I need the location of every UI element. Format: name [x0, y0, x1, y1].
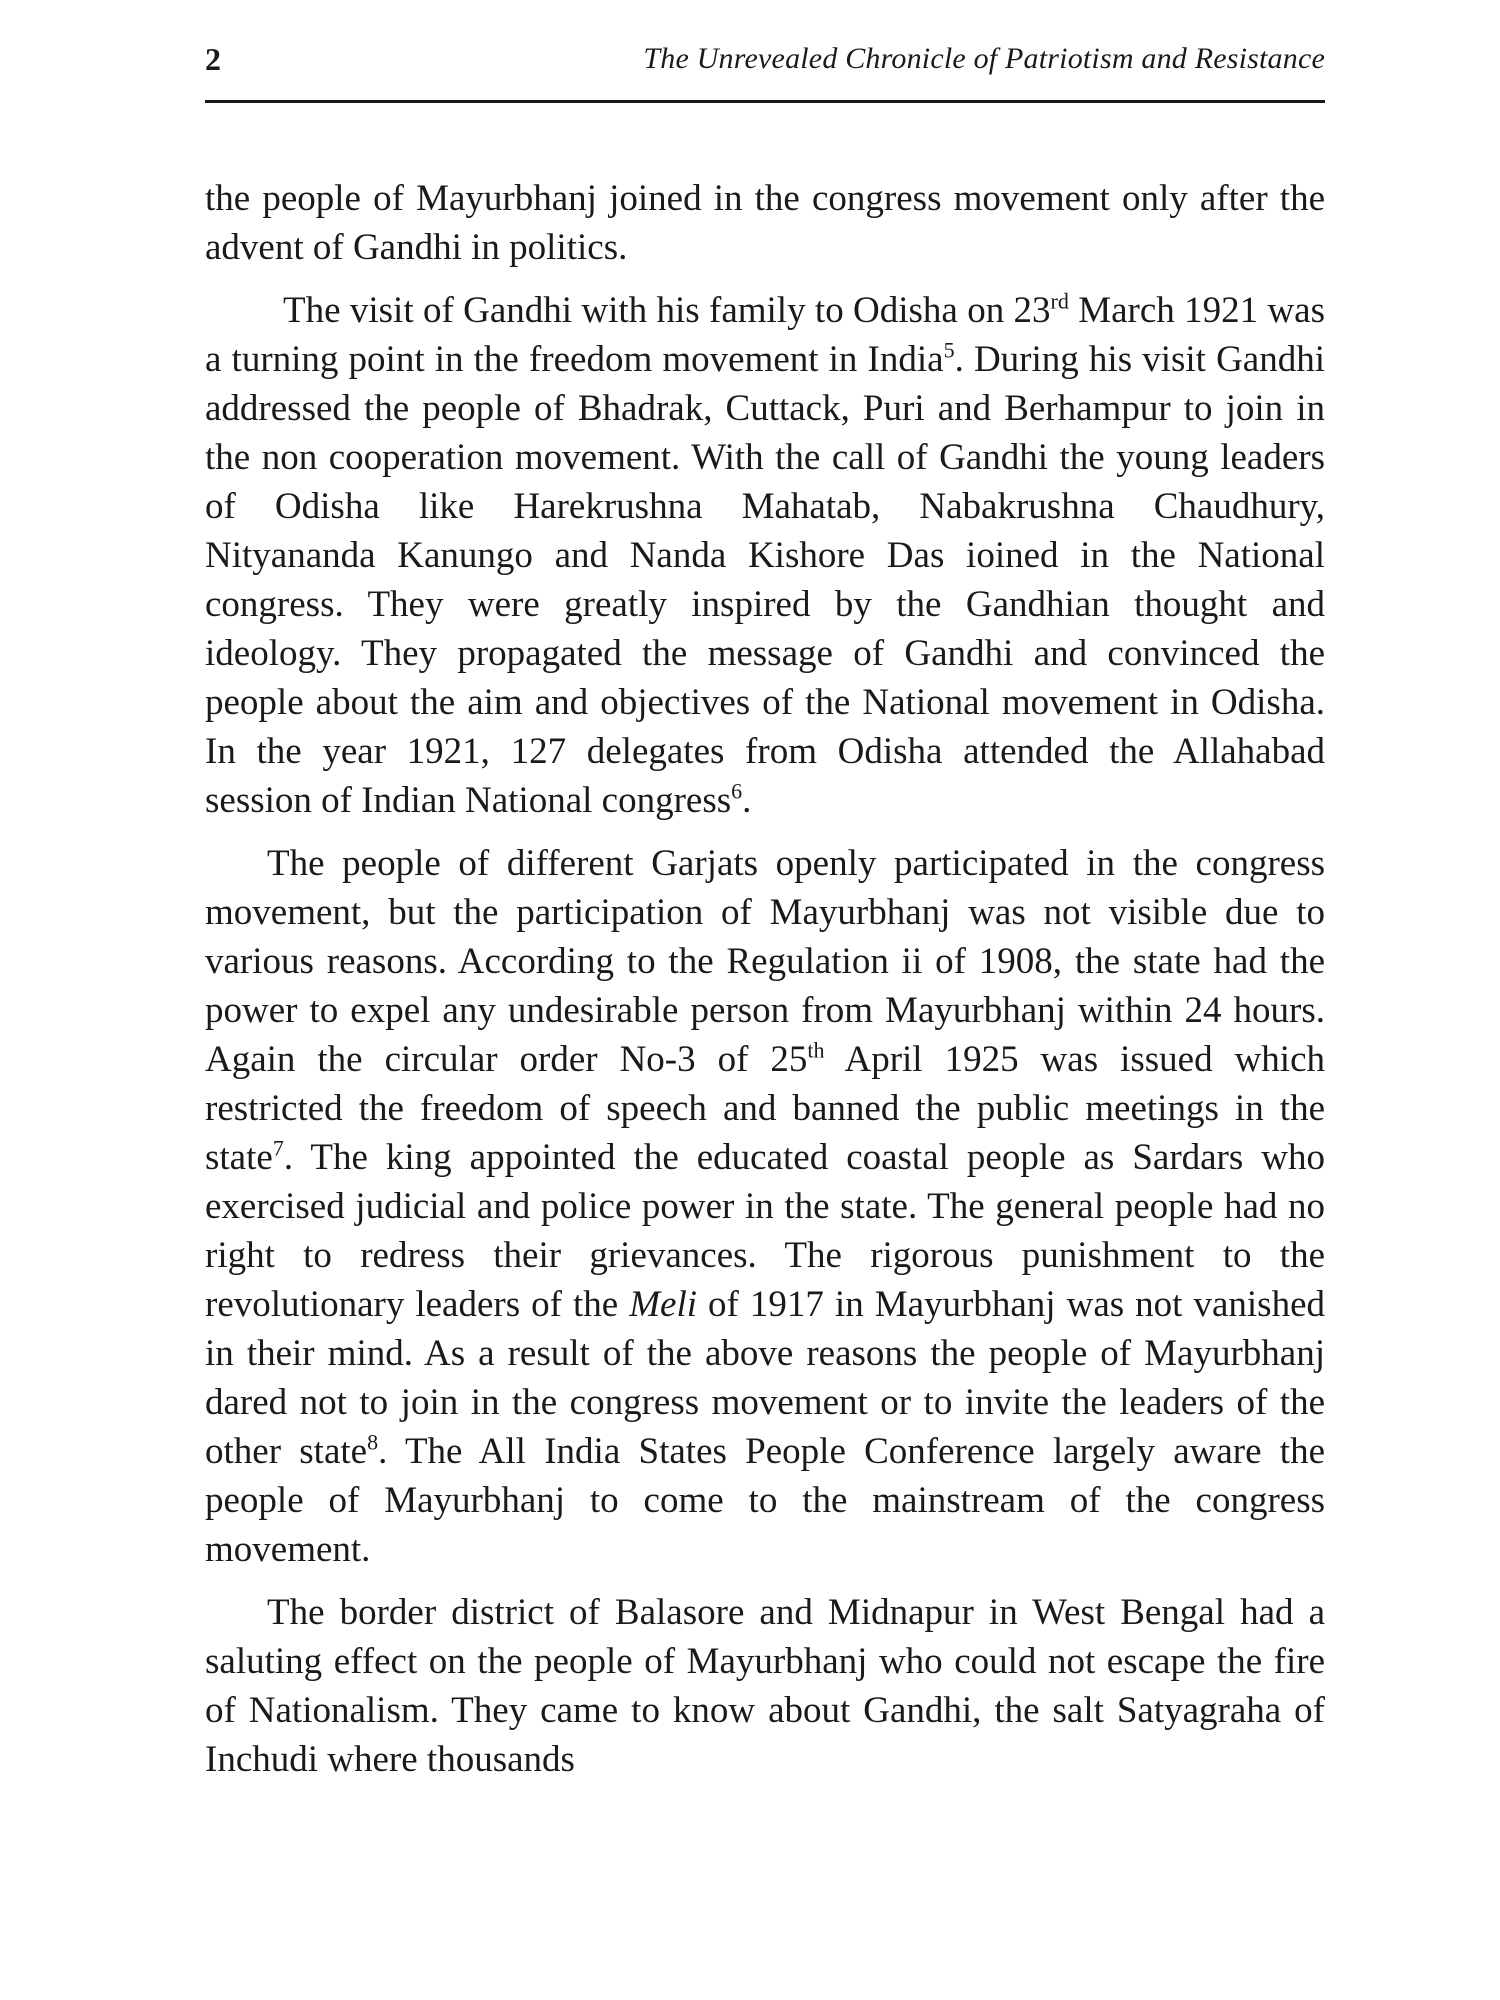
- paragraph-3-text-b: April 1925 was issued which restricted the freedom of speech and banned the public meetings in the state: [205, 1039, 1325, 1178]
- paragraph-2-text-a: The visit of Gandhi with his family to Odisha on 23: [283, 290, 1051, 331]
- header-rule: [205, 100, 1325, 103]
- paragraph-1: [205, 174, 1325, 272]
- page-number: 2: [205, 41, 221, 77]
- ordinal-suffix: th: [807, 1037, 825, 1063]
- paragraph-1-text: the people of Mayurbhanj joined in the congress movement only after the advent of Gandhi in politics.: [205, 178, 1325, 268]
- footnote-ref-8: 8: [367, 1429, 379, 1455]
- paragraph-4: [205, 1588, 1325, 1784]
- italic-term-meli: Meli: [629, 1284, 698, 1325]
- footnote-ref-6: 6: [731, 778, 743, 804]
- paragraph-3-text-c: . The king appointed the educated coastal people as Sardars who exercised judicial and police power in the state. The general people had no right to redress their grievances. The rigorous punishment to the revolutionary leaders of the: [205, 1137, 1325, 1325]
- footnote-ref-7: 7: [272, 1135, 284, 1161]
- page-header: [205, 34, 1325, 84]
- running-title: The Unrevealed Chronicle of Patriotism and Resistance: [643, 42, 1325, 75]
- paragraph-3-text-e: . The All India States People Conference largely aware the people of Mayurbhanj to come to the mainstream of the congress movement.: [205, 1431, 1325, 1570]
- paragraph-2-text-b: March 1921 was a turning point in the freedom movement in India: [205, 290, 1325, 380]
- paragraph-3-text-d: of 1917 in Mayurbhanj was not vanished in their mind. As a result of the above reasons the people of Mayurbhanj dared not to join in the congress movement or to invite the leaders of the other state: [205, 1284, 1325, 1472]
- paragraph-3: [205, 839, 1325, 1574]
- paragraph-2: [205, 286, 1325, 825]
- body-text: [205, 174, 1325, 1784]
- paragraph-4-text: The border district of Balasore and Midnapur in West Bengal had a saluting effect on the people of Mayurbhanj who could not escape the fire of Nationalism. They came to know about Gandhi, the salt Satyagraha of Inchudi where thousands: [205, 1592, 1325, 1780]
- paragraph-3-text-a: The people of different Garjats openly participated in the congress movement, but the participation of Mayurbhanj was not visible due to various reasons. According to the Regulation ii of 1908, the state had the power to expel any undesirable person from Mayurbhanj within 24 hours. Again the circular order No-3 of 25: [205, 843, 1325, 1080]
- paragraph-2-text-c: . During his visit Gandhi addressed the people of Bhadrak, Cuttack, Puri and Berhampur to join in the non cooperation movement. With the call of Gandhi the young leaders of Odisha like Harekrushna Mahatab, Nabakrushna Chaudhury, Nityananda Kanungo and Nanda Kishore Das ioined in the National congress. They were greatly inspired by the Gandhian thought and ideology. They propagated the message of Gandhi and convinced the people about the aim and objectives of the National movement in Odisha. In the year 1921, 127 delegates from Odisha attended the Allahabad session of Indian National congress: [205, 339, 1325, 821]
- footnote-ref-5: 5: [943, 337, 955, 363]
- ordinal-suffix: rd: [1050, 288, 1069, 314]
- paragraph-2-text-d: .: [742, 780, 752, 821]
